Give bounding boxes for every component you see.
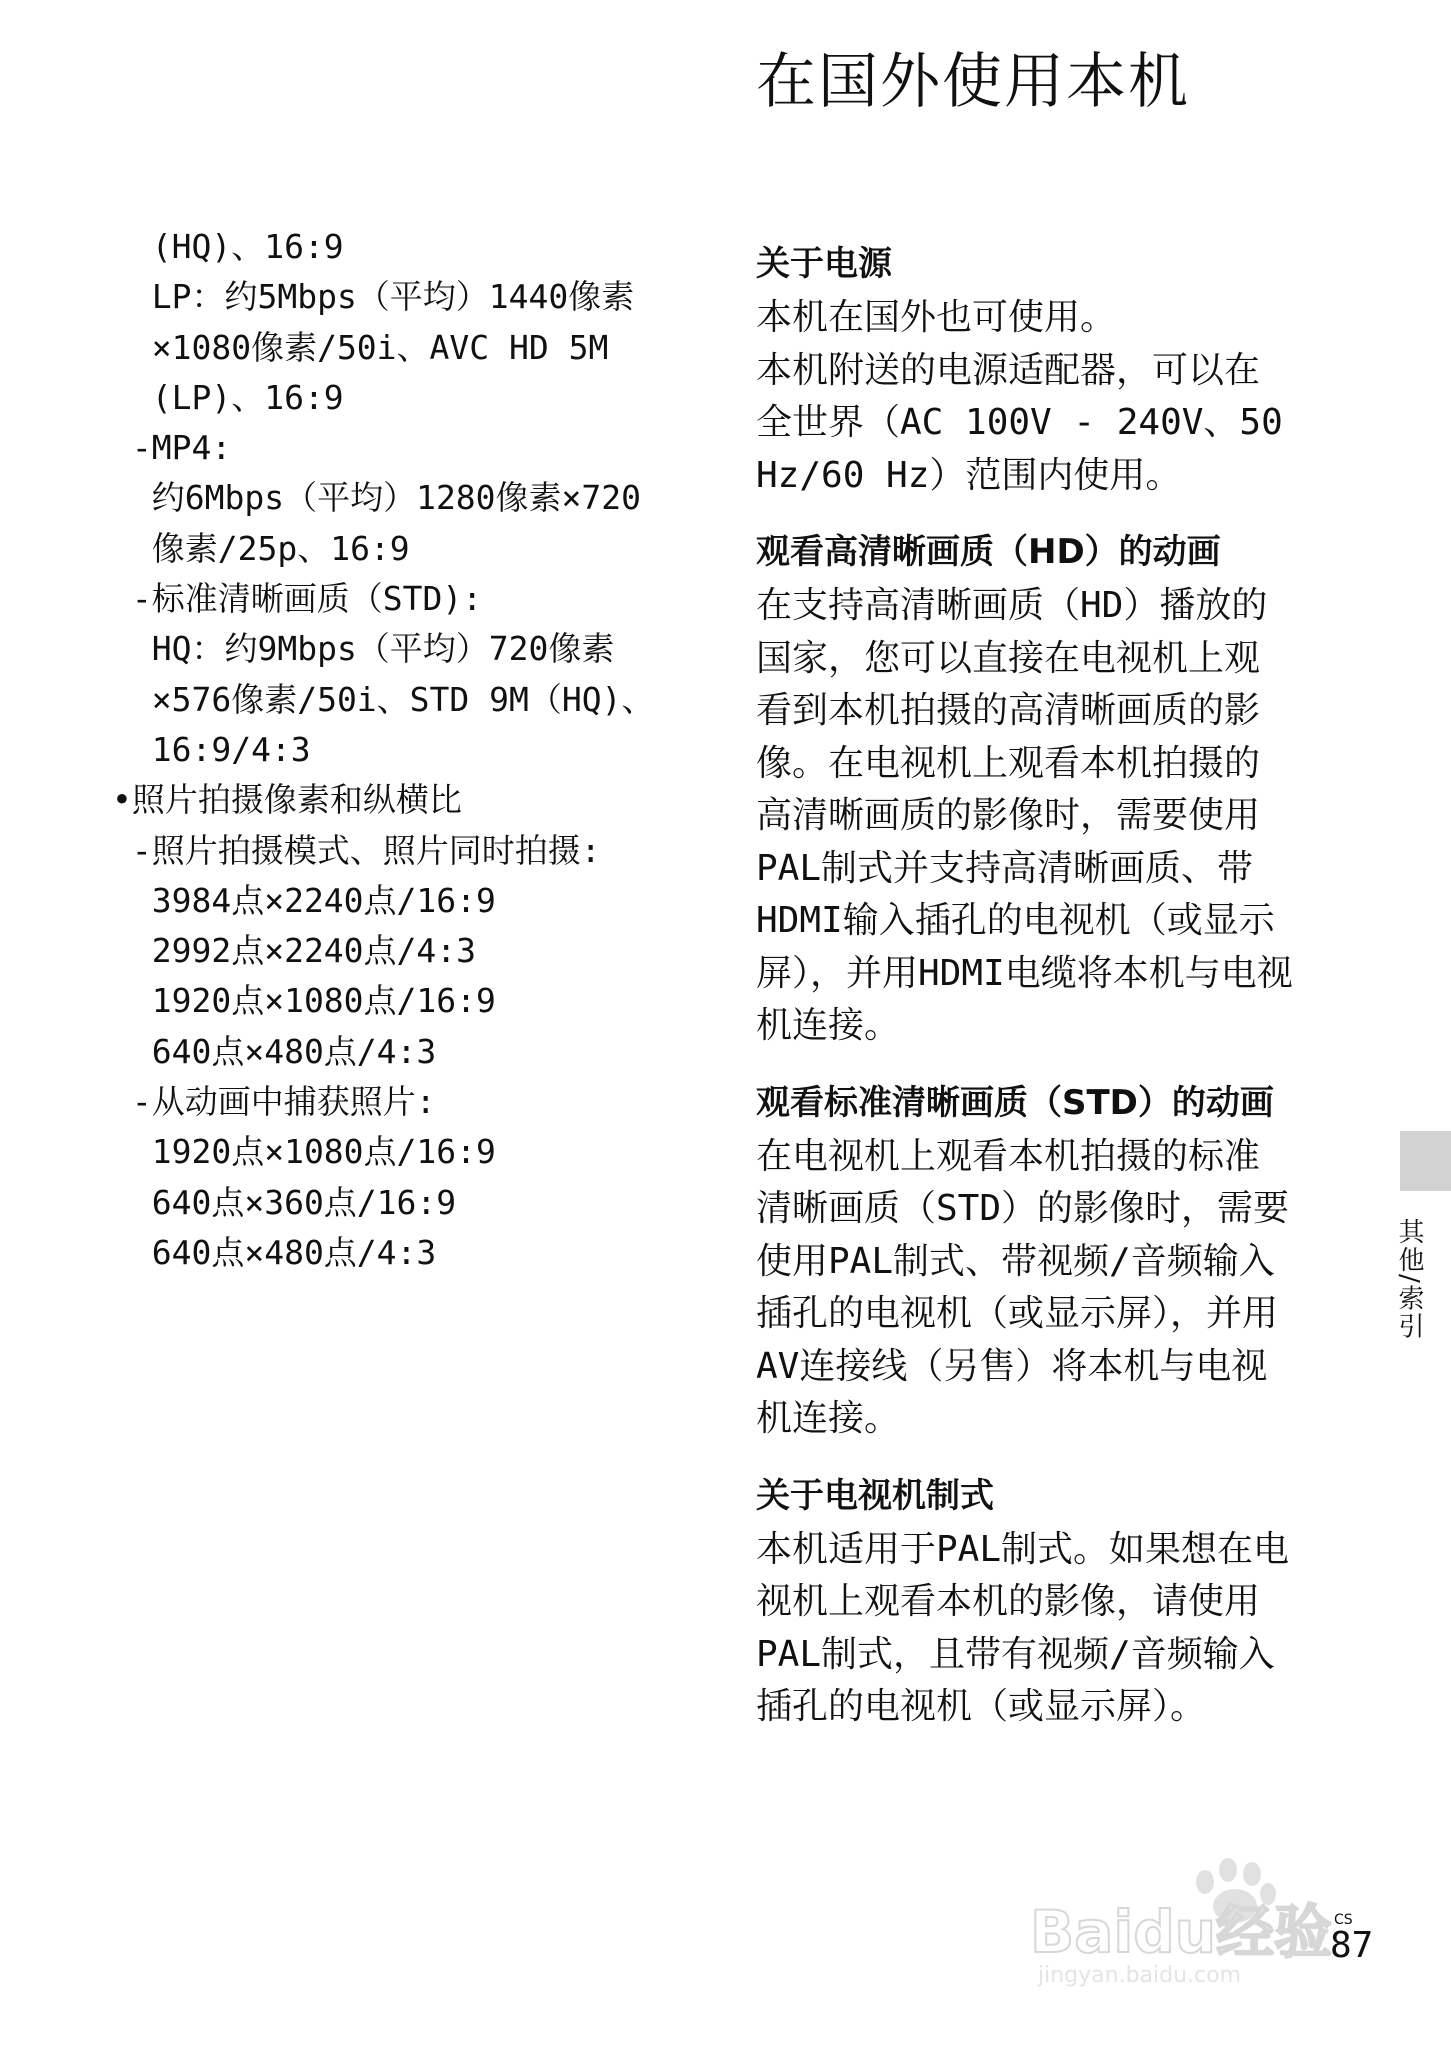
spec-line: 640点×480点/4:3 bbox=[112, 1232, 437, 1272]
section-tab-label: 其他/索引 bbox=[1394, 1218, 1424, 1341]
spec-line: 1920点×1080点/16:9 bbox=[112, 1132, 496, 1172]
spec-line: •照片拍摄像素和纵横比 bbox=[112, 780, 462, 820]
paragraph-line: 看到本机拍摄的高清晰画质的影 bbox=[756, 690, 1261, 731]
spec-line: LP：约5Mbps（平均）1440像素 bbox=[112, 277, 635, 317]
spec-line: 640点×360点/16:9 bbox=[112, 1182, 457, 1222]
paragraph-line: 清晰画质（STD）的影像时，需要 bbox=[756, 1188, 1290, 1229]
spec-line: -MP4: bbox=[112, 428, 232, 468]
spec-line: 3984点×2240点/16:9 bbox=[112, 880, 496, 920]
watermark-brand: Baidu经验 bbox=[1030, 1898, 1333, 1966]
spec-line: -标准清晰画质（STD): bbox=[112, 579, 483, 619]
paragraph-line: 机连接。 bbox=[756, 1005, 901, 1046]
paragraph-line: HDMI输入插孔的电视机（或显示 bbox=[756, 900, 1275, 941]
paragraph-line: 使用PAL制式、带视频/音频输入 bbox=[756, 1240, 1275, 1282]
paragraph-line: 国家，您可以直接在电视机上观 bbox=[756, 637, 1261, 679]
spec-list bbox=[112, 222, 692, 1278]
section-hd-video bbox=[756, 528, 1331, 1053]
spec-line: 16:9/4:3 bbox=[112, 729, 311, 769]
paragraph-line: 在支持高清晰画质（HD）播放的 bbox=[756, 585, 1268, 626]
spec-line: 像素/25p、16:9 bbox=[112, 528, 410, 568]
spec-line: ×1080像素/50i、AVC HD 5M bbox=[112, 327, 609, 367]
page-title: 在国外使用本机 bbox=[756, 47, 1190, 117]
paragraph-line: 插孔的电视机（或显示屏）。 bbox=[756, 1686, 1207, 1727]
spec-line: 2992点×2240点/4:3 bbox=[112, 931, 477, 971]
page-number: 87 bbox=[1330, 1925, 1374, 1966]
spec-line: (LP)、16:9 bbox=[112, 377, 344, 417]
paragraph-line: 视机上观看本机的影像，请使用 bbox=[756, 1581, 1261, 1622]
section-power bbox=[756, 240, 1331, 502]
spec-line: 640点×480点/4:3 bbox=[112, 1031, 437, 1071]
paragraph-line: Hz/60 Hz）范围内使用。 bbox=[756, 454, 1182, 496]
paragraph-line: 插孔的电视机（或显示屏），并用 bbox=[756, 1293, 1279, 1334]
spec-line: ×576像素/50i、STD 9M（HQ)、 bbox=[112, 679, 655, 719]
paragraph-line: 在电视机上观看本机拍摄的标准 bbox=[756, 1135, 1261, 1177]
content-column bbox=[756, 240, 1331, 1760]
section-tv-system bbox=[756, 1472, 1331, 1734]
spec-line: (HQ)、16:9 bbox=[112, 227, 344, 266]
section-heading: 关于电视机制式 bbox=[756, 1475, 994, 1516]
paragraph-line: 屏），并用HDMI电缆将本机与电视 bbox=[756, 952, 1293, 994]
paragraph-line: PAL制式并支持高清晰画质、带 bbox=[756, 847, 1254, 889]
section-heading: 关于电源 bbox=[756, 244, 892, 284]
paragraph-line: 高清晰画质的影像时，需要使用 bbox=[756, 795, 1261, 836]
section-heading: 观看高清晰画质（HD）的动画 bbox=[756, 532, 1221, 572]
spec-line: 约6Mbps（平均）1280像素×720 bbox=[112, 478, 642, 518]
paragraph-line: 全世界（AC 100V - 240V、50 bbox=[756, 402, 1283, 443]
baidu-jingyan-watermark bbox=[1030, 1840, 1360, 1990]
paragraph-line: 本机在国外也可使用。 bbox=[756, 297, 1117, 338]
spec-line: -照片拍摄模式、照片同时拍摄: bbox=[112, 830, 601, 870]
paragraph-line: PAL制式，且带有视频/音频输入 bbox=[756, 1633, 1275, 1675]
section-tab-marker bbox=[1400, 1131, 1451, 1191]
paragraph-line: AV连接线（另售）将本机与电视 bbox=[756, 1345, 1268, 1387]
paragraph-line: 像。在电视机上观看本机拍摄的 bbox=[756, 742, 1261, 784]
paragraph-line: 本机附送的电源适配器，可以在 bbox=[756, 349, 1261, 391]
language-code: CS bbox=[1334, 1912, 1353, 1928]
spec-line: 1920点×1080点/16:9 bbox=[112, 981, 496, 1021]
watermark-url: jingyan.baidu.com bbox=[1038, 1963, 1242, 1988]
paragraph-line: 机连接。 bbox=[756, 1398, 901, 1439]
spec-line: -从动画中捕获照片: bbox=[112, 1082, 436, 1122]
section-heading: 观看标准清晰画质（STD）的动画 bbox=[756, 1082, 1274, 1123]
spec-line: HQ：约9Mbps（平均）720像素 bbox=[112, 629, 615, 669]
section-std-video bbox=[756, 1079, 1331, 1446]
paragraph-line: 本机适用于PAL制式。如果想在电 bbox=[756, 1528, 1290, 1570]
